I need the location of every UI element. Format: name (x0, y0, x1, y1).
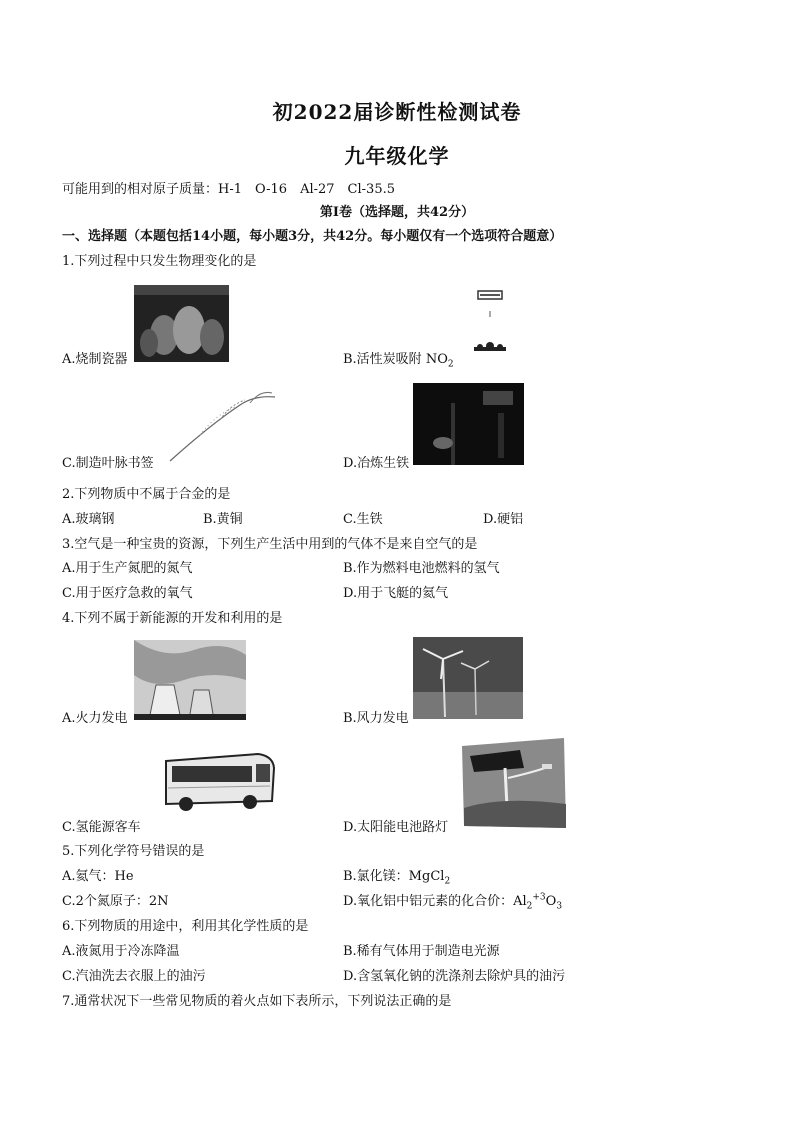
solar-lamp-icon (460, 738, 568, 828)
charcoal-adsorption-figure (470, 285, 510, 360)
q2-option-d: D.硬铝 (483, 512, 524, 527)
q3-option-d: D.用于飞艇的氦气 (343, 586, 449, 601)
q5-option-d: D.氧化铝中铝元素的化合价：$Al_2^{+3}O_3$ (343, 892, 563, 912)
question-7-stem: 7.通常状况下一些常见物质的着火点如下表所示，下列说法正确的是 (62, 994, 452, 1009)
leaf-bookmark-figure (160, 385, 280, 465)
thermal-power-photo (134, 640, 246, 720)
bus-icon (158, 746, 278, 816)
iron-smelting-photo (413, 383, 524, 465)
atomic-masses: 可能用到的相对原子质量：H-1 O-16 Al-27 Cl-35.5 (62, 182, 395, 197)
furnace-icon (413, 383, 524, 465)
q6-option-d: D.含氢氧化钠的洗涤剂去除炉具的油污 (343, 969, 566, 984)
q1-option-d: D.冶炼生铁 (343, 456, 410, 471)
q3-option-b: B.作为燃料电池燃料的氢气 (343, 561, 500, 576)
wind-turbine-icon (413, 637, 523, 719)
q2-option-b: B.黄铜 (203, 512, 243, 527)
wind-power-photo (413, 637, 523, 719)
adsorption-apparatus-icon (470, 285, 510, 360)
solar-street-light-photo (460, 738, 568, 828)
question-5-stem: 5.下列化学符号错误的是 (62, 844, 205, 859)
question-6-stem: 6.下列物质的用途中，利用其化学性质的是 (62, 919, 309, 934)
porcelain-kiln-photo (134, 285, 229, 362)
q4-option-c: C.氢能源客车 (62, 820, 141, 835)
cooling-tower-icon (134, 640, 246, 720)
q4-option-d: D.太阳能电池路灯 (343, 820, 449, 835)
q6-option-a: A.液氮用于冷冻降温 (62, 944, 180, 959)
section-heading: 第Ⅰ卷（选择题，共42分） (319, 205, 475, 220)
hydrogen-bus-figure (158, 746, 278, 816)
exam-subject: 九年级化学 (344, 144, 450, 168)
q1-option-b: B.活性炭吸附 $NO_2$ (343, 352, 454, 370)
question-3-stem: 3.空气是一种宝贵的资源，下列生产生活中用到的气体不是来自空气的是 (62, 537, 478, 552)
q5-option-b: B.氯化镁：MgCl$_2$ (343, 869, 451, 887)
porcelain-kiln-icon (134, 285, 229, 362)
q4-option-a: A.火力发电 (62, 711, 128, 726)
question-2-stem: 2.下列物质中不属于合金的是 (62, 487, 231, 502)
q6-option-b: B.稀有气体用于制造电光源 (343, 944, 500, 959)
question-1-stem: 1.下列过程中只发生物理变化的是 (62, 254, 257, 269)
q2-option-a: A.玻璃钢 (62, 512, 115, 527)
q2-option-c: C.生铁 (343, 512, 383, 527)
instructions: 一、选择题（本题包括14小题，每小题3分，共42分。每小题仅有一个选项符合题意） (62, 229, 563, 244)
q5-option-c: C.2个氮原子：2N (62, 894, 169, 909)
q4-option-b: B.风力发电 (343, 711, 409, 726)
question-4-stem: 4.下列不属于新能源的开发和利用的是 (62, 611, 283, 626)
q3-option-a: A.用于生产氮肥的氮气 (62, 561, 193, 576)
q6-option-c: C.汽油洗去衣服上的油污 (62, 969, 206, 984)
q1-option-a: A.烧制瓷器 (62, 352, 128, 367)
q1-option-c: C.制造叶脉书签 (62, 456, 154, 471)
exam-title: 初2022届诊断性检测试卷 (272, 100, 522, 124)
q5-option-a: A.氦气：He (62, 869, 134, 884)
leaf-vein-icon (160, 385, 280, 465)
q3-option-c: C.用于医疗急救的氧气 (62, 586, 193, 601)
